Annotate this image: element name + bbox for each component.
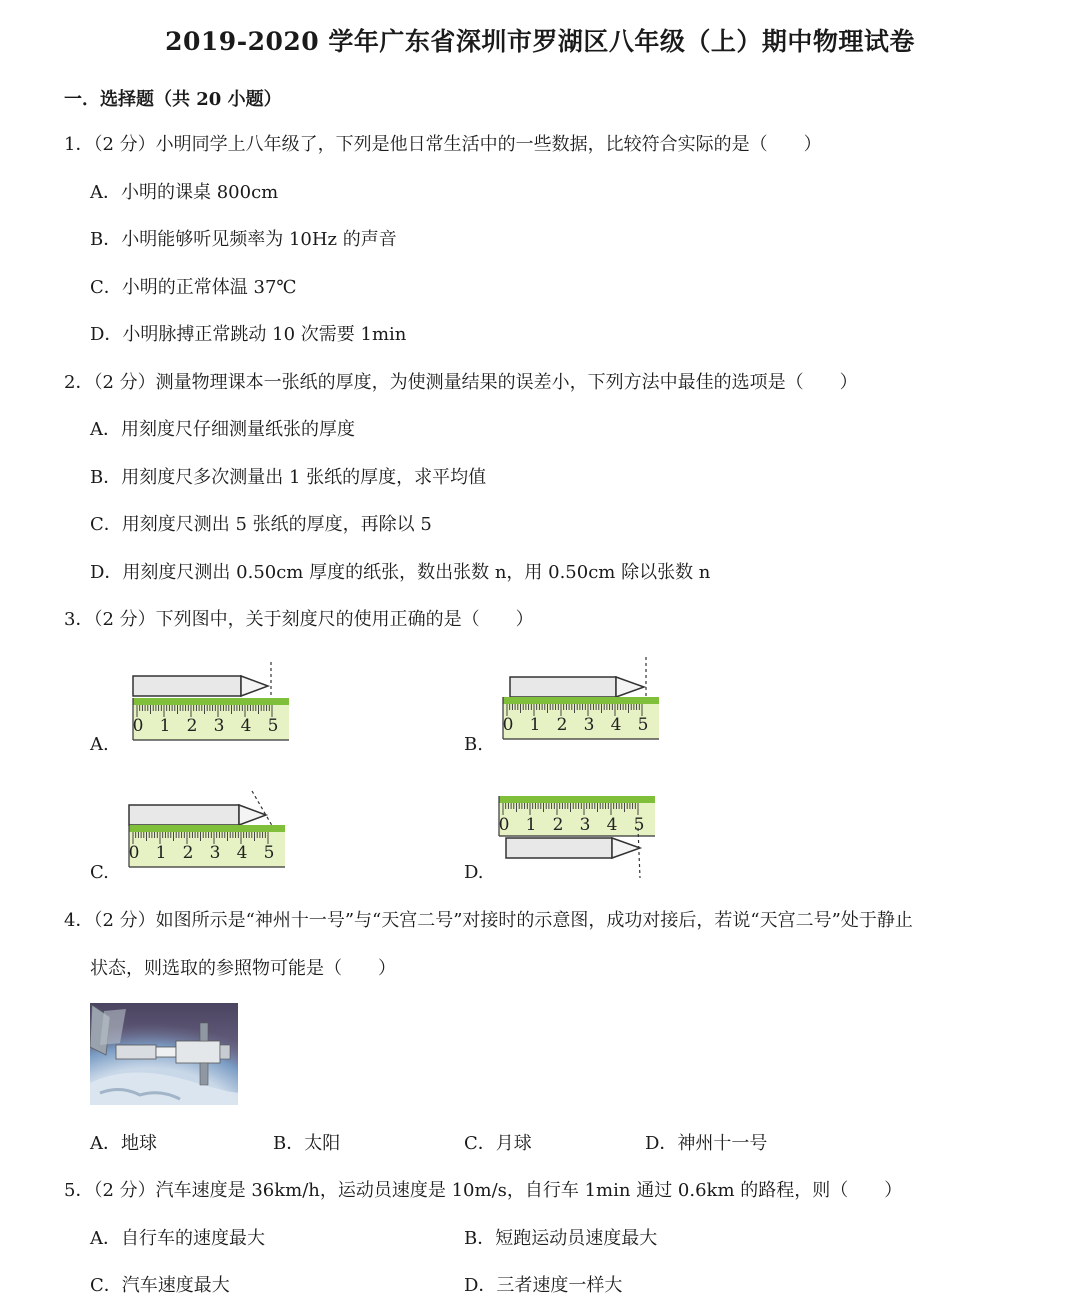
ruler-number: 3 [579, 815, 591, 835]
ruler-edge [129, 825, 285, 832]
spacecraft-docking-image [90, 1003, 238, 1105]
question-2-stem: 2．（2 分）测量物理课本一张纸的厚度，为使测量结果的误差小，下列方法中最佳的选项是（ ） [64, 372, 858, 393]
section-heading: 一．选择题（共 20 小题） [64, 89, 282, 110]
question-4-option-d[interactable]: D．神州十一号 [645, 1133, 768, 1154]
ruler-number: 0 [128, 843, 140, 863]
slanted-sight-line [252, 791, 274, 829]
question-5-stem: 5．（2 分）汽车速度是 36km/h，运动员速度是 10m/s，自行车 1min 通过 0.6km 的路程，则（ ） [64, 1180, 903, 1201]
pencil-body [510, 677, 616, 697]
ruler-number: 1 [529, 715, 541, 735]
question-5-option-a[interactable]: A．自行车的速度最大 [90, 1228, 265, 1249]
question-5-option-d[interactable]: D．三者速度一样大 [464, 1275, 623, 1296]
question-2-option-c[interactable]: C．用刻度尺测出 5 张纸的厚度，再除以 5 [90, 514, 432, 535]
ruler-number: 4 [606, 815, 618, 835]
ruler-number: 4 [236, 843, 248, 863]
ruler-number: 0 [132, 716, 144, 736]
ruler-number: 1 [155, 843, 167, 863]
question-3-option-a[interactable]: A. [90, 734, 109, 755]
question-3-stem: 3．（2 分）下列图中，关于刻度尺的使用正确的是（ ） [64, 609, 534, 630]
ruler-number: 3 [213, 716, 225, 736]
question-1-stem: 1．（2 分）小明同学上八年级了，下列是他日常生活中的一些数据，比较符合实际的是（ ） [64, 134, 822, 155]
question-2-option-a[interactable]: A．用刻度尺仔细测量纸张的厚度 [90, 419, 355, 440]
ruler-figure-c[interactable] [124, 785, 294, 875]
pencil-body [129, 805, 239, 825]
question-2-option-d[interactable]: D．用刻度尺测出 0.50cm 厚度的纸张，数出张数 n，用 0.50cm 除以张数 n [90, 562, 711, 583]
ruler-number: 2 [552, 815, 564, 835]
question-4-stem-line-1: 4．（2 分）如图所示是“神州十一号”与“天宫二号”对接时的示意图，成功对接后，若说“天宫二号”处于静止 [64, 910, 913, 931]
pencil-body [133, 676, 241, 696]
ruler-number: 5 [637, 715, 649, 735]
question-4-option-a[interactable]: A．地球 [90, 1133, 157, 1154]
ruler-number: 2 [186, 716, 198, 736]
ruler-number: 3 [209, 843, 221, 863]
ruler-edge [133, 698, 289, 705]
pencil-tip [241, 676, 268, 696]
ruler-number: 4 [240, 716, 252, 736]
question-3-option-b[interactable]: B. [464, 734, 483, 755]
question-1-option-b[interactable]: B．小明能够听见频率为 10Hz 的声音 [90, 229, 397, 250]
ruler-number: 0 [498, 815, 510, 835]
question-1-option-c[interactable]: C．小明的正常体温 37℃ [90, 277, 297, 298]
question-1-option-a[interactable]: A．小明的课桌 800cm [90, 182, 279, 203]
question-2-option-b[interactable]: B．用刻度尺多次测量出 1 张纸的厚度，求平均值 [90, 467, 487, 488]
question-5-option-b[interactable]: B．短跑运动员速度最大 [464, 1228, 658, 1249]
question-1-option-d[interactable]: D．小明脉搏正常跳动 10 次需要 1min [90, 324, 407, 345]
ruler-edge [499, 796, 655, 803]
ruler-number: 3 [583, 715, 595, 735]
pencil-tip [612, 838, 640, 858]
ruler-figure-a[interactable] [128, 660, 298, 745]
question-5-option-c[interactable]: C．汽车速度最大 [90, 1275, 230, 1296]
ruler-number: 5 [267, 716, 279, 736]
ruler-figure-d[interactable] [494, 790, 664, 882]
ruler-number: 4 [610, 715, 622, 735]
ruler-number: 0 [502, 715, 514, 735]
question-3-option-d[interactable]: D. [464, 862, 484, 883]
page-title: 2019-2020 学年广东省深圳市罗湖区八年级（上）期中物理试卷 [165, 27, 915, 56]
question-4-option-c[interactable]: C．月球 [464, 1133, 532, 1154]
ruler-number: 5 [263, 843, 275, 863]
question-4-option-b[interactable]: B．太阳 [273, 1133, 341, 1154]
ruler-number: 2 [556, 715, 568, 735]
question-4-stem-line-2: 状态，则选取的参照物可能是（ ） [90, 958, 396, 979]
pencil-tip [616, 677, 644, 697]
ruler-number: 5 [633, 815, 645, 835]
ruler-number: 1 [159, 716, 171, 736]
pencil-body [506, 838, 612, 858]
ruler-number: 1 [525, 815, 537, 835]
ruler-figure-b[interactable] [498, 655, 668, 745]
ruler-edge [503, 697, 659, 704]
question-3-option-c[interactable]: C. [90, 862, 109, 883]
ruler-number: 2 [182, 843, 194, 863]
